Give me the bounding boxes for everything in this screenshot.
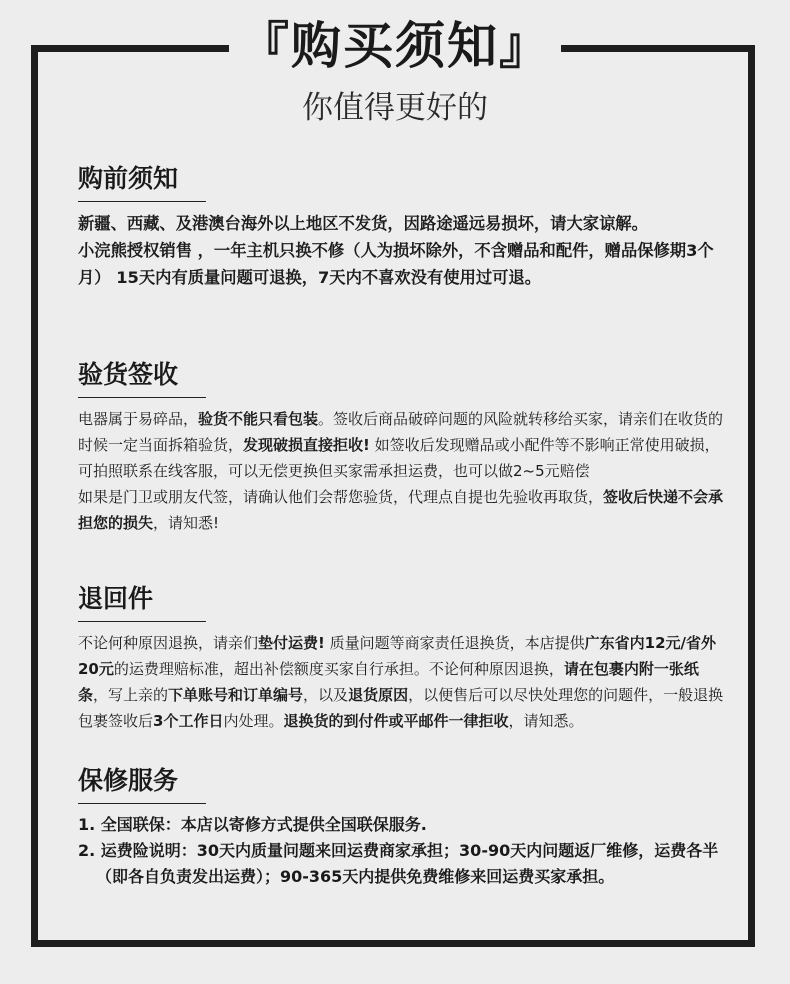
- section-title: 验货签收: [78, 360, 179, 389]
- text-run: 如签收后发现赠品或小配件等不影响正常使用破损，可拍照联系在线客服，可以无偿更换但买家需承担运费，也可以做2~5元赔偿: [78, 436, 720, 480]
- list-item: 2. 运费险说明：30天内质量问题来回运费商家承担；30-90天内问题返厂维修，运费各半（即各自负责发出运费）；90-365天内提供免费维修来回运费买家承担。: [78, 841, 719, 886]
- text-run-bold: 签收后快递不会承担您的损失: [78, 488, 724, 532]
- text-run: 。签收后商品破碎问题的风险就转移给买家，请亲们在收货的时候一定当面拆箱验货，: [78, 410, 724, 454]
- text-run: ，以便售后可以尽快处理您的问题件，一般退换包裹签收后: [78, 686, 724, 730]
- paragraph: [78, 630, 728, 734]
- section-inspection: [78, 359, 728, 536]
- text-run: 的运费理赔标准，超出补偿额度买家自行承担。不论何种原因退换，: [113, 660, 564, 678]
- section-returns: [78, 583, 728, 734]
- paragraph: 新疆、西藏、及港澳台海外以上地区不发货，因路途遥远易损坏，请大家谅解。: [78, 214, 648, 233]
- list-item: 1. 全国联保：本店以寄修方式提供全国联保服务.: [78, 815, 427, 834]
- warranty-list: [78, 812, 728, 890]
- section-rule: [78, 803, 206, 804]
- text-run: 质量问题等商家责任退换货，本店提供: [324, 634, 585, 652]
- page-subtitle: 你值得更好的: [302, 90, 488, 126]
- text-run: ，请知悉!: [153, 514, 220, 532]
- section-rule: [78, 201, 206, 202]
- text-run: ，请知悉。: [508, 712, 584, 730]
- text-run: 电器属于易碎品，: [78, 410, 199, 428]
- text-run-bold: 垫付运费!: [258, 634, 325, 652]
- section-title: 购前须知: [78, 164, 179, 193]
- section-rule: [78, 397, 206, 398]
- text-run: 不论何种原因退换，请亲们: [78, 634, 259, 652]
- text-run-bold: 发现破损直接拒收!: [243, 436, 370, 454]
- text-run-bold: 下单账号和订单编号: [168, 686, 304, 704]
- title-wrap: [0, 14, 790, 78]
- section-pre-purchase: [78, 163, 728, 291]
- text-run-bold: 退货原因: [348, 686, 409, 704]
- paragraph: [78, 484, 728, 536]
- text-run-bold: 退换货的到付件或平邮件一律拒收: [283, 712, 509, 730]
- section-warranty: [78, 765, 728, 890]
- text-run: ，写上亲的: [93, 686, 169, 704]
- text-run-bold: 3个工作日: [153, 712, 224, 730]
- text-run-bold: 验货不能只看包装: [198, 410, 319, 428]
- section-title: 保修服务: [78, 766, 179, 795]
- text-run: ，以及: [303, 686, 349, 704]
- paragraph: 小浣熊授权销售 ，一年主机只换不修（人为损坏除外，不含赠品和配件，赠品保修期3个月） 15天内有质量问题可退换，7天内不喜欢没有使用过可退。: [78, 241, 714, 287]
- text-run: 如果是门卫或朋友代签，请确认他们会帮您验货，代理点自提也先验收再取货，: [78, 488, 604, 506]
- page-title: 『购买须知』: [229, 14, 561, 78]
- paragraph: [78, 406, 728, 484]
- text-run-bold: 广东省内12元/省外20元: [78, 634, 716, 678]
- text-run: 内处理。: [223, 712, 284, 730]
- text-run-bold: 请在包裹内附一张纸条: [78, 660, 699, 704]
- section-title: 退回件: [78, 584, 154, 613]
- section-rule: [78, 621, 206, 622]
